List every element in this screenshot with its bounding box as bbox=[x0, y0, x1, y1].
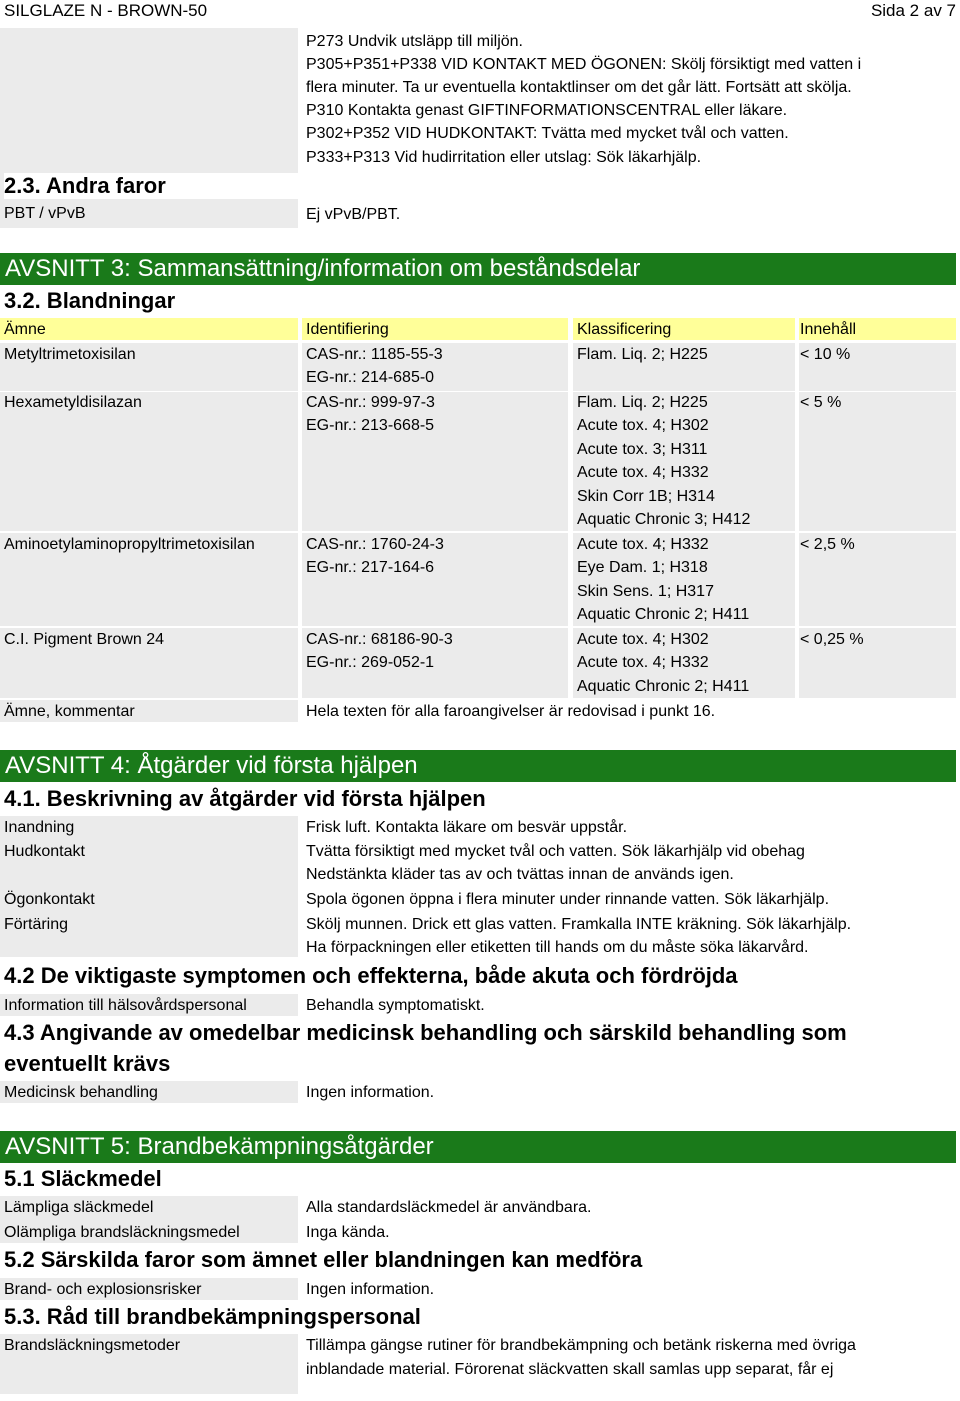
suitable-media-value: Alla standardsläckmedel är användbara. bbox=[306, 1199, 592, 1216]
p-statement: P302+P352 VID HUDKONTAKT: Tvätta med mycket tvål och vatten. bbox=[306, 125, 789, 142]
table-cell-classification: Flam. Liq. 2; H225 bbox=[577, 394, 708, 411]
p-statement: P310 Kontakta genast GIFTINFORMATIONSCENTRAL eller läkare. bbox=[306, 102, 788, 119]
subsection-heading-2-3: 2.3. Andra faror bbox=[4, 173, 298, 199]
table-cell-id: EG-nr.: 217-164-6 bbox=[306, 559, 435, 576]
subsection-heading-5-3: 5.3. Råd till brandbekämpningspersonal bbox=[4, 1304, 421, 1329]
section3-banner: AVSNITT 3: Sammansättning/information om beståndsdelar bbox=[0, 253, 956, 285]
table-cell-content: < 2,5 % bbox=[800, 536, 855, 553]
table-cell-classification: Aquatic Chronic 3; H412 bbox=[577, 511, 751, 528]
table-cell-classification: Skin Sens. 1; H317 bbox=[577, 583, 714, 600]
table-cell-content: < 5 % bbox=[800, 394, 842, 411]
subsection-heading-5-2: 5.2 Särskilda faror som ämnet eller blandningen kan medföra bbox=[4, 1247, 643, 1272]
table-cell-classification: Acute tox. 4; H332 bbox=[577, 654, 709, 671]
table-cell-id: CAS-nr.: 999-97-3 bbox=[306, 394, 435, 411]
table-cell-substance: C.I. Pigment Brown 24 bbox=[4, 631, 165, 648]
col-header-substance: Ämne bbox=[4, 321, 46, 338]
section4-banner: AVSNITT 4: Åtgärder vid första hjälpen bbox=[0, 750, 956, 782]
hazard-label: Brand- och explosionsrisker bbox=[4, 1281, 202, 1298]
table-cell-classification: Aquatic Chronic 2; H411 bbox=[577, 606, 750, 623]
subsection-heading-4-3-cont: eventuellt krävs bbox=[4, 1051, 171, 1076]
table-cell-content: < 0,25 % bbox=[800, 631, 864, 648]
pbt-value: Ej vPvB/PBT. bbox=[306, 206, 401, 223]
method-text: inblandade material. Förorenat släckvatten skall samlas upp separat, får ej bbox=[306, 1361, 834, 1378]
unsuitable-media-value: Inga kända. bbox=[306, 1224, 390, 1241]
first-aid-text: Frisk luft. Kontakta läkare om besvär uppstår. bbox=[306, 819, 628, 836]
table-cell-id: EG-nr.: 269-052-1 bbox=[306, 654, 435, 671]
table-cell-id: EG-nr.: 213-668-5 bbox=[306, 417, 435, 434]
subsection-heading-4-1: 4.1. Beskrivning av åtgärder vid första hjälpen bbox=[4, 786, 486, 811]
subsection-heading-5-1: 5.1 Släckmedel bbox=[4, 1166, 162, 1191]
first-aid-text: Ha förpackningen eller etiketten till hands om du måste söka läkarvård. bbox=[306, 939, 809, 956]
method-text: Tillämpa gängse rutiner för brandbekämpning och betänk riskerna med övriga bbox=[306, 1337, 856, 1354]
first-aid-label: Inandning bbox=[4, 819, 75, 836]
table-cell-content: < 10 % bbox=[800, 346, 851, 363]
first-aid-text: Nedstänkta kläder tas av och tvättas innan de används igen. bbox=[306, 866, 734, 883]
table-cell-substance: Aminoetylaminopropyltrimetoxisilan bbox=[4, 536, 255, 553]
section5-banner: AVSNITT 5: Brandbekämpningsåtgärder bbox=[0, 1131, 956, 1163]
hazard-value: Ingen information. bbox=[306, 1281, 435, 1298]
p-statement: P273 Undvik utsläpp till miljön. bbox=[306, 33, 523, 50]
page-number: Sida 2 av 7 bbox=[870, 1, 956, 20]
p-statement: P333+P313 Vid hudirritation eller utslag: Sök läkarhjälp. bbox=[306, 149, 702, 166]
table-cell-substance: Hexametyldisilazan bbox=[4, 394, 142, 411]
method-label: Brandsläckningsmetoder bbox=[4, 1337, 181, 1354]
comment-label: Ämne, kommentar bbox=[4, 703, 135, 720]
first-aid-label: Ögonkontakt bbox=[4, 891, 95, 908]
first-aid-text: Spola ögonen öppna i flera minuter under rinnande vatten. Sök läkarhjälp. bbox=[306, 891, 830, 908]
table-cell-classification: Acute tox. 3; H311 bbox=[577, 441, 708, 458]
table-cell-id: EG-nr.: 214-685-0 bbox=[306, 369, 435, 386]
table-cell-classification: Aquatic Chronic 2; H411 bbox=[577, 678, 750, 695]
medical-label: Medicinsk behandling bbox=[4, 1084, 158, 1101]
info-label: Information till hälsovårdspersonal bbox=[4, 997, 247, 1014]
table-cell-classification: Acute tox. 4; H332 bbox=[577, 464, 709, 481]
p-statement: flera minuter. Ta ur eventuella kontaktlinser om det går lätt. Fortsätt att skölja. bbox=[306, 79, 852, 96]
first-aid-text: Skölj munnen. Drick ett glas vatten. Framkalla INTE kräkning. Sök läkarhjälp. bbox=[306, 916, 852, 933]
table-cell-id: CAS-nr.: 1185-55-3 bbox=[306, 346, 443, 363]
table-cell-id: CAS-nr.: 1760-24-3 bbox=[306, 536, 444, 553]
info-value: Behandla symptomatiskt. bbox=[306, 997, 485, 1014]
first-aid-label: Förtäring bbox=[4, 916, 69, 933]
first-aid-text: Tvätta försiktigt med mycket tvål och vatten. Sök läkarhjälp vid obehag bbox=[306, 843, 805, 860]
col-header-content: Innehåll bbox=[800, 321, 857, 338]
table-cell-classification: Eye Dam. 1; H318 bbox=[577, 559, 708, 576]
medical-value: Ingen information. bbox=[306, 1084, 435, 1101]
subsection-heading-4-2: 4.2 De viktigaste symptomen och effekterna, både akuta och fördröjda bbox=[4, 963, 738, 988]
document-title: SILGLAZE N - BROWN-50 bbox=[4, 1, 208, 20]
subsection-heading-3-2: 3.2. Blandningar bbox=[4, 288, 176, 313]
table-cell-classification: Acute tox. 4; H332 bbox=[577, 536, 709, 553]
table-cell-id: CAS-nr.: 68186-90-3 bbox=[306, 631, 453, 648]
col-header-classification: Klassificering bbox=[577, 321, 672, 338]
p-statement: P305+P351+P338 VID KONTAKT MED ÖGONEN: Skölj försiktigt med vatten i bbox=[306, 56, 862, 73]
table-cell-classification: Skin Corr 1B; H314 bbox=[577, 488, 715, 505]
subsection-heading-4-3: 4.3 Angivande av omedelbar medicinsk behandling och särskild behandling som bbox=[4, 1020, 847, 1045]
suitable-media-label: Lämpliga släckmedel bbox=[4, 1199, 154, 1216]
table-cell-substance: Metyltrimetoxisilan bbox=[4, 346, 136, 363]
col-header-identification: Identifiering bbox=[306, 321, 389, 338]
table-cell-classification: Flam. Liq. 2; H225 bbox=[577, 346, 708, 363]
pbt-label: PBT / vPvB bbox=[4, 205, 86, 222]
unsuitable-media-label: Olämpliga brandsläckningsmedel bbox=[4, 1224, 240, 1241]
table-cell-classification: Acute tox. 4; H302 bbox=[577, 417, 709, 434]
comment-value: Hela texten för alla faroangivelser är redovisad i punkt 16. bbox=[306, 703, 716, 720]
first-aid-label: Hudkontakt bbox=[4, 843, 85, 860]
table-cell-classification: Acute tox. 4; H302 bbox=[577, 631, 709, 648]
